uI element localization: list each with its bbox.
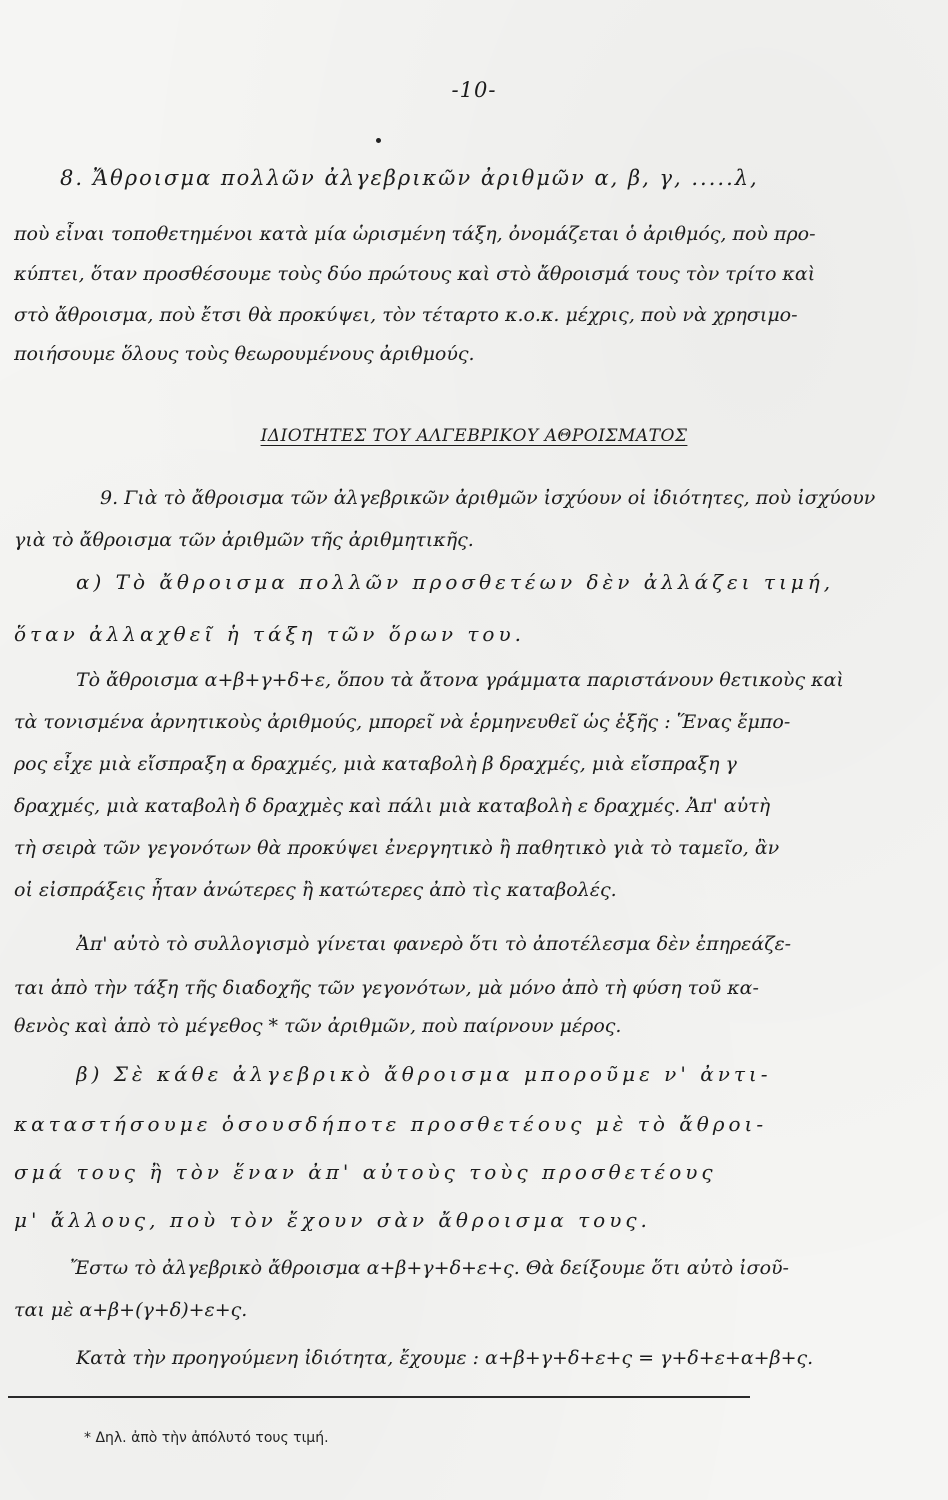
property-b-line-2: καταστήσουμε ὁσουσδήποτε προσθετέους μὲ τὸ ἄθροι- [14,1112,768,1136]
paragraph-9-line-1: 9. Γιὰ τὸ ἄθροισμα τῶν ἀλγεβρικῶν ἀριθμῶν ἰσχύουν οἱ ἰδιότητες, ποὺ ἰσχύουν [100,487,876,509]
paragraph-8-line-5: ποιήσουμε ὅλους τοὺς θεωρουμένους ἀριθμούς. [14,343,475,365]
paragraph-8-line-1: 8. Ἄθροισμα πολλῶν ἀλγεβρικῶν ἀριθμῶν α, β, γ, .....λ, [60,166,759,190]
footnote-divider [8,1396,750,1398]
paragraph-8-line-2: ποὺ εἶναι τοποθετημένοι κατὰ μία ὡρισμένη τάξη, ὀνομάζεται ὁ ἀριθμός, ποὺ προ- [14,223,816,245]
example-line-2: τὰ τονισμένα ἀρνητικοὺς ἀριθμούς, μπορεῖ νὰ ἑρμηνευθεῖ ὡς ἑξῆς : Ἕνας ἔμπο- [14,711,791,733]
property-a-line-2: ὅταν ἀλλαχθεῖ ἡ τάξη τῶν ὅρων του. [14,622,525,646]
property-b-line-1: β) Σὲ κάθε ἀλγεβρικὸ ἄθροισμα μποροῦμε ν' ἀντι- [76,1062,772,1086]
proof-line-3: Κατὰ τὴν προηγούμενη ἰδιότητα, ἔχουμε : α+β+γ+δ+ε+ς = γ+δ+ε+α+β+ς. [76,1347,814,1369]
proof-line-1: Ἔστω τὸ ἀλγεβρικὸ ἄθροισμα α+β+γ+δ+ε+ς. Θὰ δείξουμε ὅτι αὐτὸ ἰσοῦ- [70,1257,789,1279]
paragraph-8-line-3: κύπτει, ὅταν προσθέσουμε τοὺς δύο πρώτους καὶ στὸ ἄθροισμά τους τὸν τρίτο καὶ [14,263,816,285]
conclusion-line-1: Ἀπ' αὐτὸ τὸ συλλογισμὸ γίνεται φανερὸ ὅτι τὸ ἀποτέλεσμα δὲν ἐπηρεάζε- [76,933,792,955]
footnote: * Δηλ. ἀπὸ τὴν ἀπόλυτό τους τιμή. [84,1430,329,1446]
example-line-4: δραχμές, μιὰ καταβολὴ δ δραχμὲς καὶ πάλι μιὰ καταβολὴ ε δραχμές. Ἀπ' αὐτὴ [14,795,771,817]
example-line-5: τὴ σειρὰ τῶν γεγονότων θὰ προκύψει ἐνεργητικὸ ἢ παθητικὸ γιὰ τὸ ταμεῖο, ἂν [14,837,780,859]
property-b-line-3: σμά τους ἢ τὸν ἕναν ἀπ' αὐτοὺς τοὺς προσθετέους [14,1160,717,1184]
ink-dot [376,138,381,143]
example-line-3: ρος εἶχε μιὰ εἴσπραξη α δραχμές, μιὰ καταβολὴ β δραχμές, μιὰ εἴσπραξη γ [14,753,737,775]
conclusion-line-2: ται ἀπὸ τὴν τάξη τῆς διαδοχῆς τῶν γεγονότων, μὰ μόνο ἀπὸ τὴ φύση τοῦ κα- [14,977,759,999]
example-line-6: οἱ εἰσπράξεις ἦταν ἀνώτερες ἢ κατώτερες ἀπὸ τὶς καταβολές. [14,879,617,901]
example-line-1: Τὸ ἄθροισμα α+β+γ+δ+ε, ὅπου τὰ ἄτονα γράμματα παριστάνουν θετικοὺς καὶ [76,669,844,691]
page-number: -10- [451,78,497,102]
property-a-line-1: α) Τὸ ἄθροισμα πολλῶν προσθετέων δὲν ἀλλάζει τιμή, [76,570,835,594]
property-b-line-4: μ' ἄλλους, ποὺ τὸν ἔχουν σὰν ἄθροισμα τους. [14,1208,651,1232]
paragraph-9-line-2: γιὰ τὸ ἄθροισμα τῶν ἀριθμῶν τῆς ἀριθμητικῆς. [14,529,474,551]
conclusion-line-3: θενὸς καὶ ἀπὸ τὸ μέγεθος * τῶν ἀριθμῶν, ποὺ παίρνουν μέρος. [14,1015,622,1037]
proof-line-2: ται μὲ α+β+(γ+δ)+ε+ς. [14,1299,248,1321]
section-heading: ΙΔΙΟΤΗΤΕΣ ΤΟΥ ΑΛΓΕΒΡΙΚΟΥ ΑΘΡΟΙΣΜΑΤΟΣ [260,426,688,446]
paragraph-8-line-4: στὸ ἄθροισμα, ποὺ ἔτσι θὰ προκύψει, τὸν τέταρτο κ.ο.κ. μέχρις, ποὺ νὰ χρησιμο- [14,304,798,326]
